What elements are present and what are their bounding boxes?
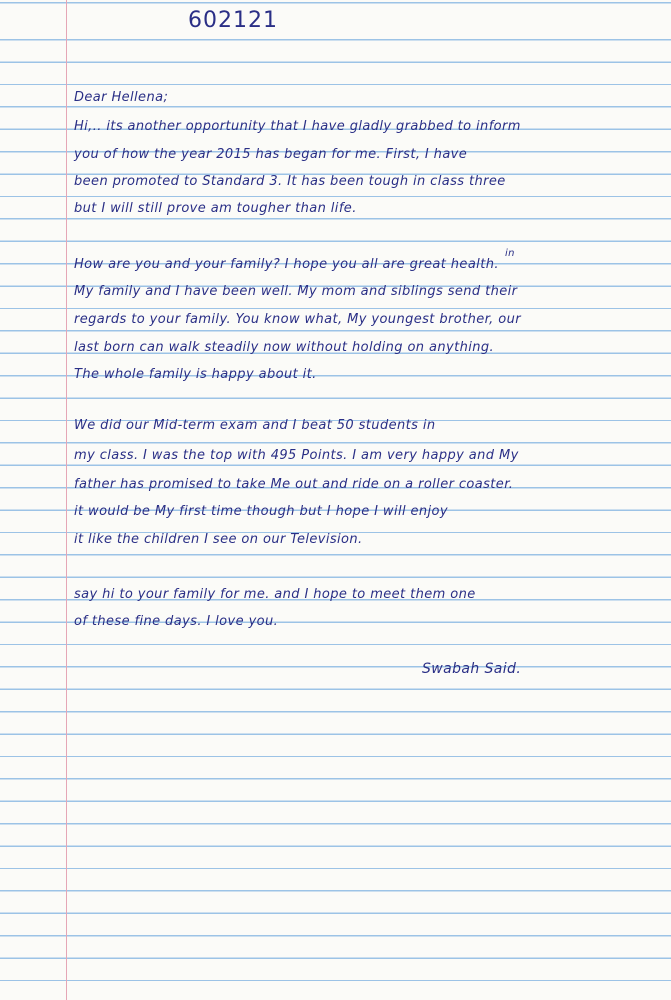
margin-line <box>66 0 67 1000</box>
paragraph-3-line-3: father has promised to take Me out and ride on a roller coaster. <box>74 477 514 492</box>
paragraph-3-line-4: it would be My first time though but I hope I will enjoy <box>74 504 449 519</box>
salutation: Dear Hellena; <box>74 90 169 105</box>
insertion-mark: in <box>505 248 515 259</box>
paragraph-2-line-5: The whole family is happy about it. <box>74 367 317 382</box>
paragraph-3-line-1: We did our Mid-term exam and I beat 50 students in <box>74 418 436 433</box>
signature: Swabah Said. <box>422 661 522 677</box>
paragraph-3-line-5: it like the children I see on our Television. <box>74 532 363 547</box>
paragraph-1-line-1: Hi,.. its another opportunity that I have gladly grabbed to inform <box>74 119 521 134</box>
reference-number: 602121 <box>188 8 278 33</box>
paragraph-1-line-2: you of how the year 2015 has began for me. First, I have <box>74 147 468 162</box>
paragraph-4-line-1: say hi to your family for me. and I hope to meet them one <box>74 587 476 602</box>
paragraph-1-line-3: been promoted to Standard 3. It has been tough in class three <box>74 174 506 189</box>
paragraph-2-line-1: How are you and your family? I hope you all are great health. <box>74 257 499 272</box>
paragraph-2-line-4: last born can walk steadily now without holding on anything. <box>74 340 495 355</box>
paragraph-4-line-2: of these fine days. I love you. <box>74 614 279 629</box>
paragraph-2-line-2: My family and I have been well. My mom and siblings send their <box>74 284 518 299</box>
paragraph-2-line-3: regards to your family. You know what, My youngest brother, our <box>74 312 521 327</box>
paragraph-1-line-4: but I will still prove am tougher than life. <box>74 201 357 216</box>
paragraph-3-line-2: my class. I was the top with 495 Points. I am very happy and My <box>74 448 519 463</box>
